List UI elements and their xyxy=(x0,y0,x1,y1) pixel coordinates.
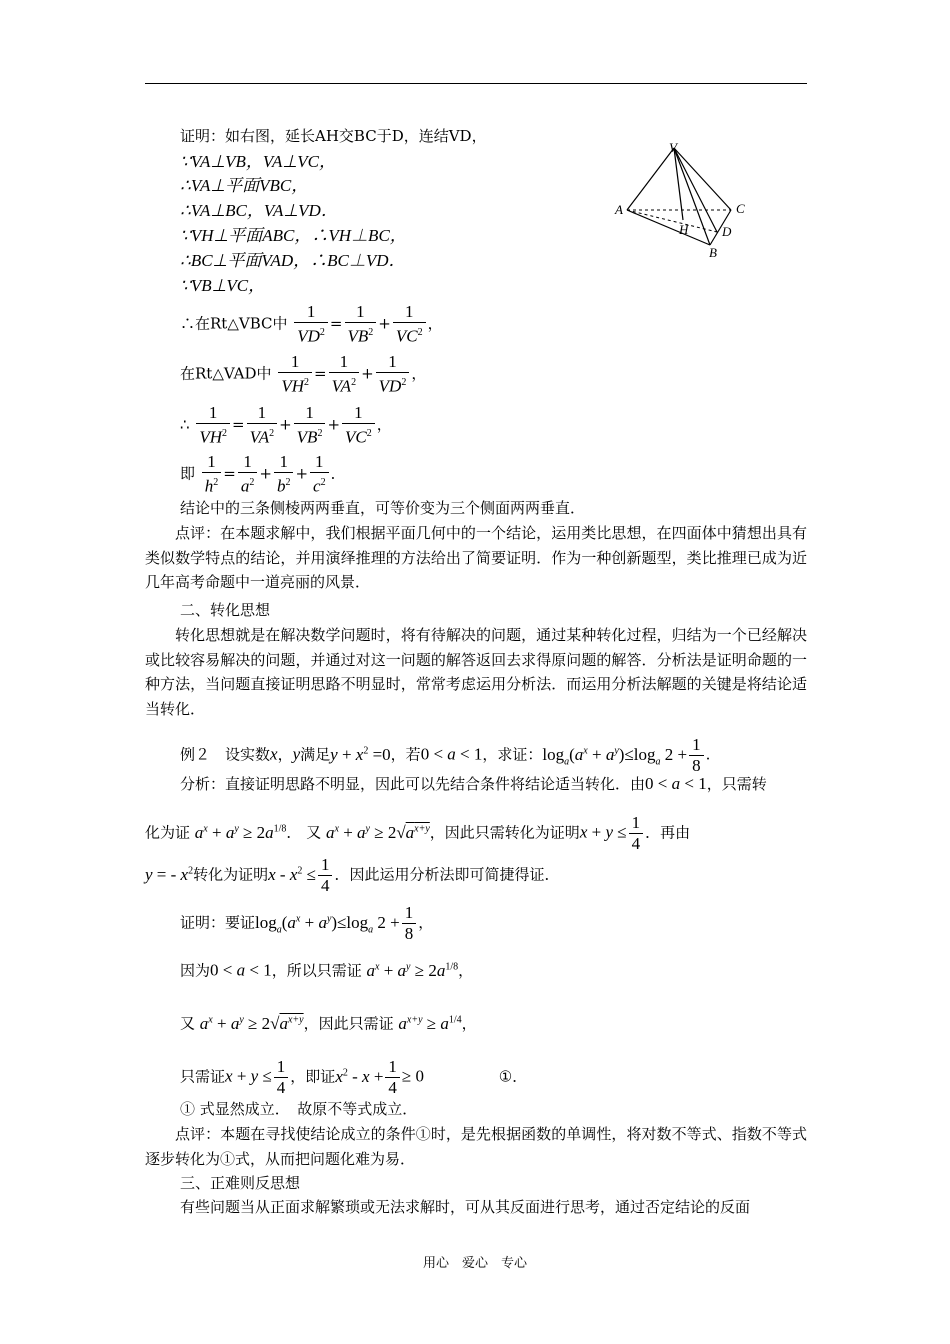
text-an1: 分析：直接证明思路不明显，因此可以先结合条件将结论适当转化．由 xyxy=(180,775,646,793)
analysis-line-3: y = - $x^2$转化为证明x - $x^2$ ≤ $\frac{1}{4}$ ．因此运用分析法即可简捷得证． xyxy=(145,855,560,895)
text-an2: ，只需转 xyxy=(706,775,767,793)
figure-label-b: B xyxy=(709,245,717,260)
proof-conclusion: 结论中的三条侧棱两两垂直，可等价变为三个侧面两两垂直． xyxy=(180,499,586,517)
text-pf3a: 又 xyxy=(180,1014,196,1033)
text-pf4a: 只需证 xyxy=(180,1067,226,1086)
figure-label-v: V xyxy=(669,140,677,155)
section-3-intro: 有些问题当从正面求解繁琐或无法求解时，可从其反面进行思考，通过否定结论的反面 xyxy=(180,1198,751,1216)
proof2-line-5: ① 式显然成立． 故原不等式成立． xyxy=(180,1100,418,1118)
text-an5: ，因此只需转化为证明 xyxy=(429,823,580,842)
page-footer: 用心 爱心 专心 xyxy=(422,1256,527,1271)
figure-label-a: A xyxy=(615,202,623,217)
text-pf3b: ，因此只需证 xyxy=(303,1014,394,1033)
section-2-intro: 转化思想就是在解决数学问题时，将有待解决的问题，通过某种转化过程，归结为一个已经解决或比较容易解决的问题，并通过对这一问题的解答返回去求得原问题的解答．分析法是证明命题的一种方法，当问题直接证明思路不明显时，常常考虑运用分析法．而运用分析法解题的关键是将结论适当转化． xyxy=(145,626,807,718)
formula-prefix: ∴ xyxy=(180,415,190,434)
text-pf1: 证明：要证 xyxy=(180,913,256,932)
text-pf2b: ，所以只需证 xyxy=(271,961,362,980)
text-an7: 转化为证明 xyxy=(193,865,269,884)
proof2-line-2: 因为0 < a < 1，所以只需证 $a^x + a^y \ge 2a^{1/8}$， xyxy=(180,960,474,980)
proof-formula-vh: ∴ $\frac{1}{VH^2}$ = $\frac{1}{VA^2}$ + $\frac{1}{VB^2}$ + $\frac{1}{VC^2}$ ， xyxy=(180,403,392,447)
proof2-line-1: 证明：要证$\log_a(a^x + a^y)\le\log_a$ 2 + $\frac{1}{8}$ ， xyxy=(180,903,434,943)
figure-label-d: D xyxy=(722,224,732,239)
text-pf4b: ，即证 xyxy=(290,1067,336,1086)
proof-line-2: ∵VA⊥VB，VA⊥VC， xyxy=(180,152,336,171)
formula-prefix: 在Rt△VAD中 xyxy=(180,364,272,383)
analysis-line-1: 分析：直接证明思路不明显，因此可以先结合条件将结论适当转化．由0 < a < 1，只需转 xyxy=(180,774,767,793)
text-an6: ．再由 xyxy=(645,823,691,842)
text-pf2a: 因为 xyxy=(180,961,211,980)
comment-2: 点评：本题在寻找使结论成立的条件①时，是先根据函数的单调性，将对数不等式、指数不等式逐步转化为①式，从而把问题化难为易． xyxy=(145,1125,807,1168)
proof-line-1: 证明：如右图，延长AH交BC于D，连结VD， xyxy=(180,127,487,145)
text-an4: 又 xyxy=(306,823,322,842)
header-rule xyxy=(145,83,807,84)
proof-line-3: ∴VA⊥平面VBC， xyxy=(180,176,309,195)
proof-line-6: ∴BC⊥平面VAD，∴BC⊥VD． xyxy=(180,251,406,270)
text-an3: 化为证 xyxy=(145,823,191,842)
text-cond: 满足 xyxy=(300,745,331,764)
example-label: 例２ 设实数 xyxy=(180,745,271,764)
proof-formula-vad: 在Rt△VAD中 $\frac{1}{VH^2}$ = $\frac{1}{VA^2}$ + $\frac{1}{VD^2}$ ， xyxy=(180,352,427,396)
figure-label-h: H xyxy=(679,222,689,237)
section-2-title: 二、转化思想 xyxy=(180,601,271,619)
example-2-statement: 例２ 设实数x，y满足$y + x^2 =0$，若0 < a < 1，求证：$\log_a(a^x + a^y)\le\log_a$ 2 + $\frac{1}{8}$ . xyxy=(180,735,711,775)
proof2-line-3: 又 $a^x + a^y \ge 2√a^{x+y}$，因此只需证 $a^{x+y} \ge a^{1/4}$， xyxy=(180,1013,477,1033)
proof-formula-vbc: ∴在Rt△VBC中 $\frac{1}{VD^2}$ = $\frac{1}{VB^2}$ + $\frac{1}{VC^2}$ ， xyxy=(180,302,443,346)
proof-line-4: ∴VA⊥BC，VA⊥VD． xyxy=(180,201,338,220)
section-3-title: 三、正难则反思想 xyxy=(180,1174,301,1192)
tetrahedron-figure xyxy=(605,138,765,262)
text-an8: ．因此运用分析法即可简捷得证． xyxy=(334,865,560,884)
text-ruo: ，若 xyxy=(390,745,421,764)
text-pf4c: ①． xyxy=(498,1067,528,1086)
proof2-line-4: 只需证x + y ≤ $\frac{1}{4}$ ，即证$x^2$ - x + $\frac{1}{4}$ ≥ 0 ①． xyxy=(180,1057,528,1097)
proof-line-5: ∵VH⊥平面ABC，∴VH⊥BC， xyxy=(180,226,407,245)
analysis-line-2: 化为证 $a^x + a^y \ge 2a^{1/8}$． 又 $a^x + a^y \ge 2√a^{x+y}$，因此只需转化为证明x + y ≤ $\frac{1}{4}$ ．再由 xyxy=(145,813,691,853)
text-qiuzheng: ，求证： xyxy=(482,745,543,764)
formula-prefix: 即 xyxy=(180,464,196,483)
proof-formula-h: 即 $\frac{1}{h^2}$ = $\frac{1}{a^2}$ + $\frac{1}{b^2}$ + $\frac{1}{c^2}$ ． xyxy=(180,452,346,496)
formula-prefix: ∴在Rt△VBC中 xyxy=(180,314,288,333)
comment-1: 点评：在本题求解中，我们根据平面几何中的一个结论，运用类比思想，在四面体中猜想出具有类似数学特点的结论，并用演绎推理的方法给出了简要证明．作为一种创新题型，类比推理已成为近几年高考命题中一道亮丽的风景． xyxy=(145,524,807,591)
proof-line-7: ∵VB⊥VC， xyxy=(180,276,266,295)
figure-label-c: C xyxy=(736,201,745,216)
